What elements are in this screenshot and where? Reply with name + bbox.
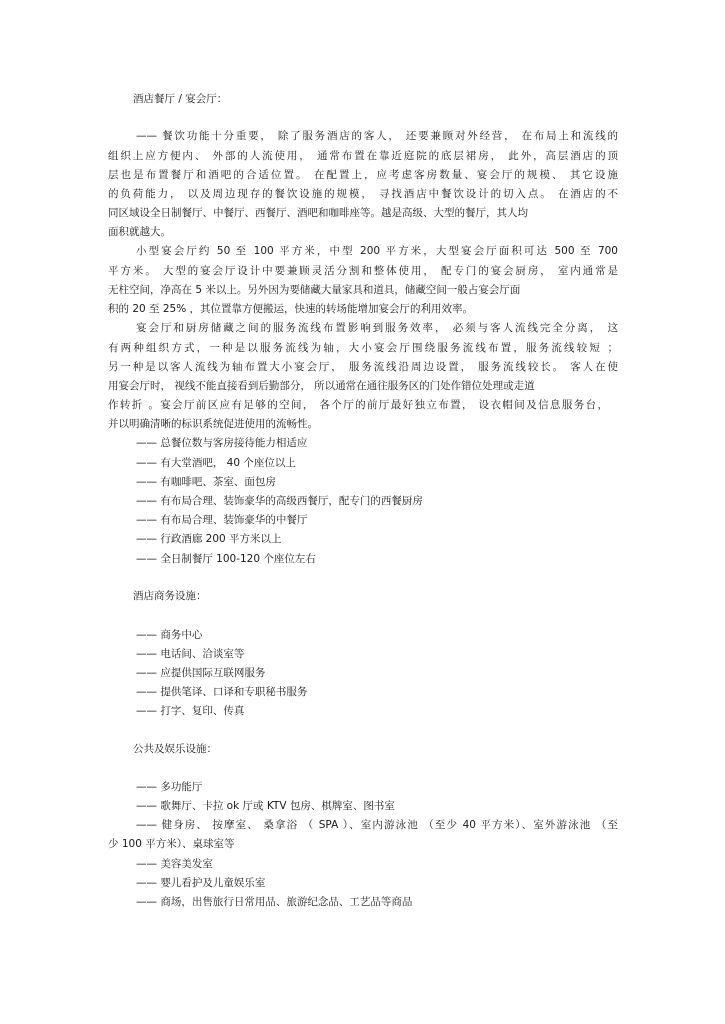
paragraph-line: —— 餐饮功能十分重要， 除了服务酒店的客人， 还要兼顾对外经营， 在布局上和流线的 <box>136 130 618 142</box>
list-item-continuation: 少 100 平方米）、桌球室等 <box>108 838 235 850</box>
paragraph-line: 平方米。 大型的宴会厅设计中要兼顾灵活分割和整体使用， 配专门的宴会厨房， 室内通常是 <box>108 265 618 277</box>
list-item: —— 有咖啡吧、茶室、面包房 <box>136 476 276 488</box>
list-item: —— 婴儿看护及儿童娱乐室 <box>136 877 266 889</box>
paragraph-line: 宴会厅和厨房储藏之间的服务流线布置影响到服务效率， 必须与客人流线完全分离， 这 <box>136 322 618 334</box>
list-item: —— 歌舞厅、卡拉 ok 厅或 KTV 包房、棋牌室、图书室 <box>136 800 395 812</box>
list-item: —— 行政酒廊 200 平方米以上 <box>136 533 282 545</box>
list-item: —— 电话间、洽谈室等 <box>136 648 245 660</box>
section-heading-business: 酒店商务设施： <box>133 590 207 602</box>
paragraph-line: 层也是布置餐厅和酒吧的合适位置。 在配置上，应考虑客房数量、宴会厅的规模、 其它设施 <box>108 169 618 181</box>
paragraph-line: 作转折 。宴会厅前区应有足够的空间， 各个厅的前厅最好独立布置， 设衣帽间及信息服务台， <box>108 399 608 411</box>
list-item: —— 总餐位数与客房接待能力相适应 <box>136 437 308 449</box>
list-item: —— 应提供国际互联网服务 <box>136 667 266 679</box>
list-item: —— 多功能厅 <box>136 781 203 793</box>
list-item: —— 健身房、 按摩室、 桑拿浴 （ SPA ）、室内游泳池 （至少 40 平方米）、室外游泳池 （至 <box>136 819 618 831</box>
list-item: —— 有大堂酒吧， 40 个座位以上 <box>136 457 296 469</box>
paragraph-line: 小型宴会厅约 50 至 100 平方米，中型 200 平方米，大型宴会厅面积可达 500 至 700 <box>136 245 618 257</box>
paragraph-line: 的负荷能力， 以及周边现存的餐饮设施的规模， 寻找酒店中餐饮设计的切入点。 在酒店的不 <box>108 188 618 200</box>
paragraph-line: 积的 20 至 25% ，其位置靠方便搬运，快速的转场能增加宴会厅的利用效率。 <box>108 303 474 315</box>
paragraph-line: 并以明确清晰的标识系统促进使用的流畅性。 <box>108 418 318 430</box>
section-heading-leisure: 公共及娱乐设施： <box>133 743 217 755</box>
paragraph-line: 组织上应方便内、 外部的人流使用， 通常布置在靠近庭院的底层裙房， 此外，高层酒店的顶 <box>108 150 618 162</box>
list-item: —— 提供笔译、口译和专职秘书服务 <box>136 686 308 698</box>
list-item: —— 有布局合理、装饰豪华的高级西餐厅，配专门的西餐厨房 <box>136 495 423 507</box>
list-item: —— 商场，出售旅行日常用品、旅游纪念品、工艺品等商品 <box>136 896 413 908</box>
list-item: —— 全日制餐厅 100-120 个座位左右 <box>136 553 316 565</box>
paragraph-line: 另一种是以客人流线为轴布置大小宴会厅， 服务流线沿周边设置， 服务流线较长。 客人在使 <box>108 361 618 373</box>
paragraph-line: 有两种组织方式，一种是以服务流线为轴，大小宴会厅围绕服务流线布置，服务流线较短 ； <box>108 342 618 354</box>
paragraph-line: 用宴会厅时， 视线不能直接看到后勤部分， 所以通常在通往服务区的门处作错位处理或走道 <box>108 380 535 392</box>
paragraph-line: 同区域设全日制餐厅、中餐厅、西餐厅、酒吧和咖啡座等。越是高级、大型的餐厅，其人均 <box>108 207 528 219</box>
paragraph-line: 无柱空间，净高在 5 米以上。另外因为要储藏大量家具和道具，储藏空间一般占宴会厅面 <box>108 284 521 296</box>
list-item: —— 商务中心 <box>136 629 203 641</box>
list-item: —— 打字、复印、传真 <box>136 705 245 717</box>
paragraph-line: 面积就越大。 <box>108 226 171 238</box>
list-item: —— 美容美发室 <box>136 858 213 870</box>
list-item: —— 有布局合理、装饰豪华的中餐厅 <box>136 514 308 526</box>
section-heading-restaurant: 酒店餐厅 / 宴会厅： <box>133 93 228 105</box>
